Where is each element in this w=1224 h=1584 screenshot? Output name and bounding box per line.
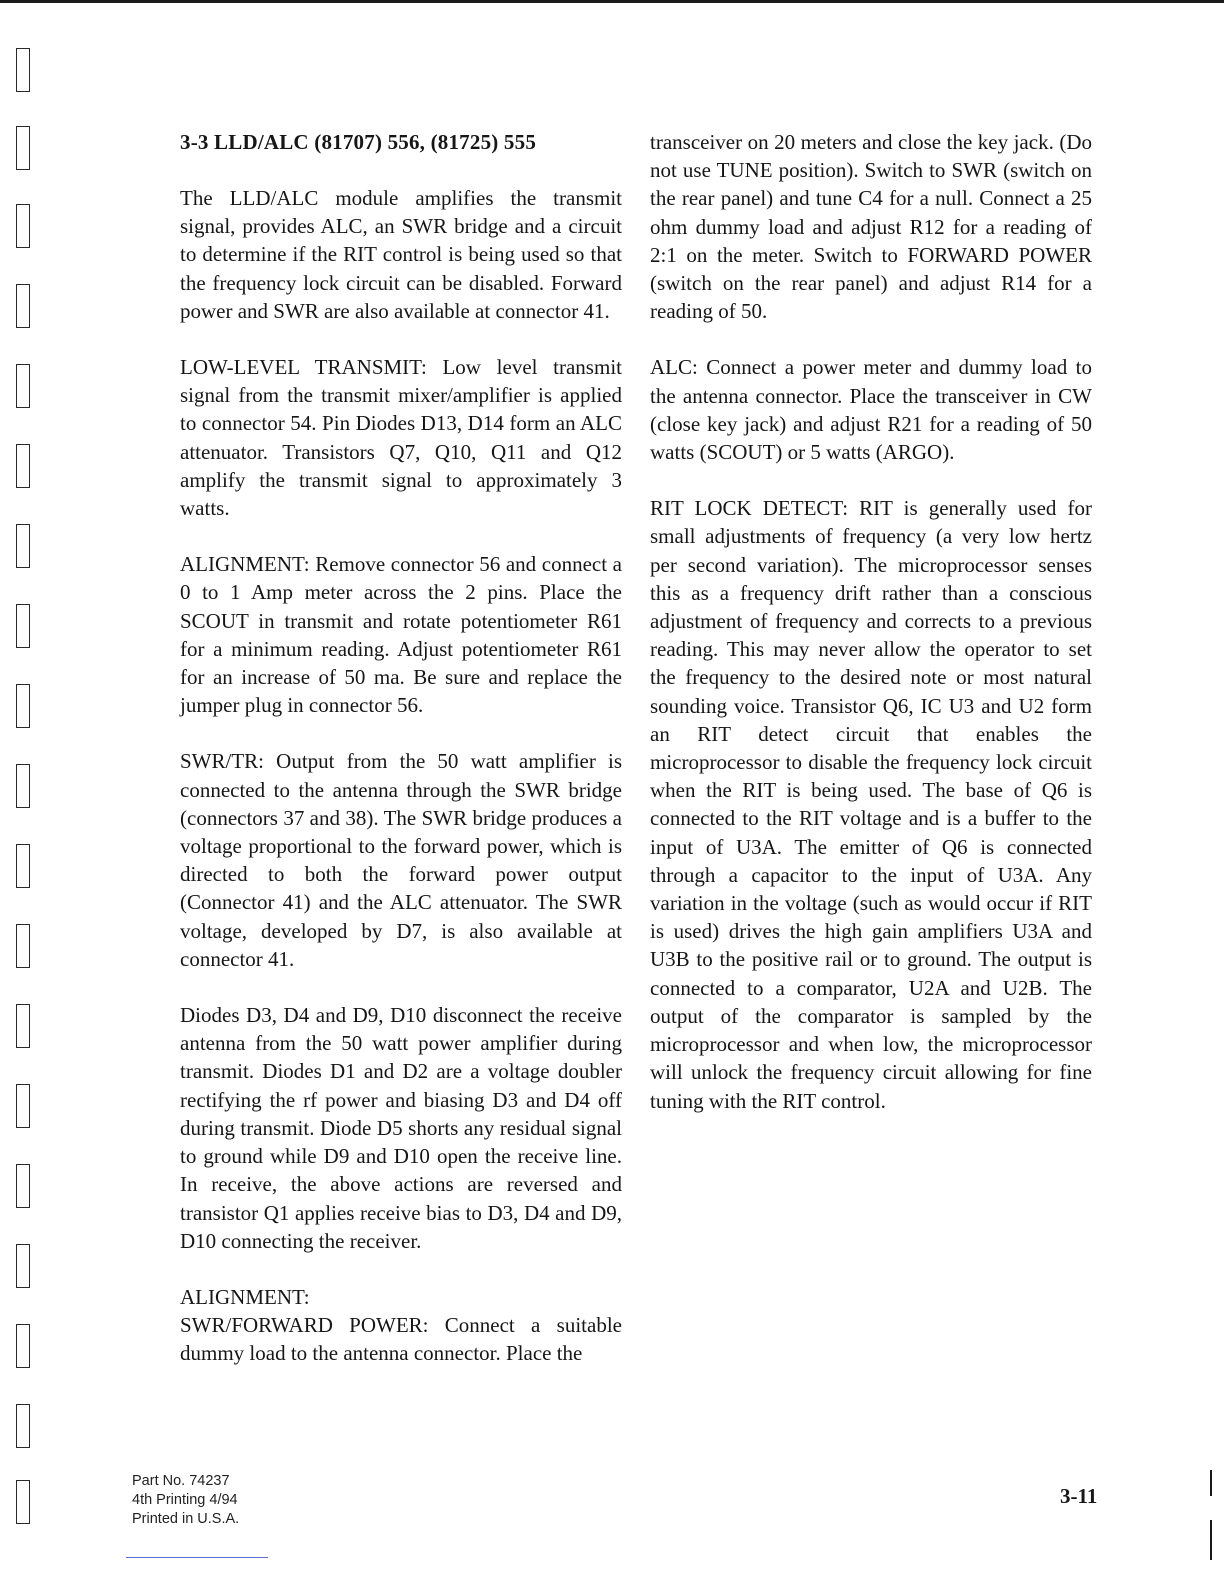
- edge-mark: [1210, 1520, 1212, 1560]
- paragraph-intro: The LLD/ALC module amplifies the transmit signal, provides ALC, an SWR bridge and a circuit to determine if the RIT control is being used so that the frequency lock circuit can be disabled. Forward power and SWR are also available at connector 41.: [180, 186, 622, 323]
- paragraph-swr-tr: SWR/TR: Output from the 50 watt amplifier is connected to the antenna through the SWR bridge (connectors 37 and 38). The SWR bridge produces a voltage proportional to the forward power, which is directed to both the forward power output (Connector 41) and the ALC attenuator. The SWR voltage, developed by D7, is also available at connector 41.: [180, 749, 622, 971]
- paragraph-swr-forward-power-cont: transceiver on 20 meters and close the key jack. (Do not use TUNE position). Switch to SWR (switch on the rear panel) and tune C4 for a null. Connect a 25 ohm dummy load and adjust R12 for a reading of 2:1 on the meter. Switch to FORWARD POWER (switch on the rear panel) and adjust R14 for a reading of 50.: [650, 130, 1092, 324]
- binder-hole: [16, 364, 30, 408]
- paragraph-alc: ALC: Connect a power meter and dummy load to the antenna connector. Place the transceiver in CW (close key jack) and adjust R21 for a reading of 50 watts (SCOUT) or 5 watts (ARGO).: [650, 355, 1092, 465]
- binder-hole: [16, 524, 30, 568]
- binder-hole: [16, 1164, 30, 1208]
- paragraph-rit-lock-detect: RIT LOCK DETECT: RIT is generally used for small adjustments of frequency (a very low hertz per second variation). The microprocessor senses this as a frequency drift rather than a conscious adjustment of frequency and corrects to a previous reading. This may never allow the operator to set the frequency to the desired note or most natural sounding voice. Transistor Q6, IC U3 and U2 form an RIT detect circuit that enables the microprocessor to disable the frequency lock circuit when the RIT is being used. The base of Q6 is connected to the RIT voltage and is a buffer to the input of U3A. The emitter of Q6 is connected through a capacitor to the input of U3A. Any variation in the voltage (such as would occur if RIT is used) drives the high gain amplifiers U3A and U3B to the positive rail or to ground. The output is connected to a comparator, U2A and U2B. The output of the comparator is sampled by the microprocessor and when low, the microprocessor will unlock the frequency circuit allowing for fine tuning with the RIT control.: [650, 496, 1092, 1113]
- binder-hole: [16, 684, 30, 728]
- footer-info: [132, 1472, 239, 1529]
- footer-printing: 4th Printing 4/94: [132, 1492, 238, 1508]
- binder-hole: [16, 844, 30, 888]
- right-column: [650, 128, 1092, 1143]
- binder-hole: [16, 1004, 30, 1048]
- footer-printed-in: Printed in U.S.A.: [132, 1511, 240, 1527]
- binder-hole: [16, 126, 30, 170]
- top-rule: [0, 0, 1224, 3]
- binder-hole: [16, 1244, 30, 1288]
- binder-hole: [16, 284, 30, 328]
- paragraph-diodes: Diodes D3, D4 and D9, D10 disconnect the receive antenna from the 50 watt power amplifier during transmit. Diodes D1 and D2 are a voltage doubler rectifying the rf power and biasing D3 and D4 off during transmit. Diode D5 shorts any residual signal to ground while D9 and D10 open the receive line. In receive, the above actions are reversed and transistor Q1 applies receive bias to D3, D4 and D9, D10 connecting the receiver.: [180, 1003, 622, 1253]
- binder-hole: [16, 604, 30, 648]
- binder-hole: [16, 1480, 30, 1524]
- paragraph-swr-forward-power: SWR/FORWARD POWER: Connect a suitable dummy load to the antenna connector. Place the: [180, 1313, 622, 1366]
- binder-hole: [16, 924, 30, 968]
- section-heading: 3-3 LLD/ALC (81707) 556, (81725) 555: [180, 130, 537, 154]
- left-column: [180, 128, 622, 1396]
- binder-hole: [16, 1404, 30, 1448]
- binder-hole: [16, 48, 30, 92]
- page-number: 3-11: [1060, 1484, 1098, 1508]
- alignment-heading: ALIGNMENT:: [180, 1284, 310, 1309]
- bottom-underline: [126, 1557, 268, 1558]
- footer-part-number: Part No. 74237: [132, 1473, 230, 1489]
- binder-hole: [16, 204, 30, 248]
- edge-mark: [1210, 1470, 1212, 1496]
- binder-hole: [16, 444, 30, 488]
- binder-hole: [16, 1084, 30, 1128]
- paragraph-low-level-transmit: LOW-LEVEL TRANSMIT: Low level transmit signal from the transmit mixer/amplifier is applied to connector 54. Pin Diodes D13, D14 form an ALC attenuator. Transistors Q7, Q10, Q11 and Q12 amplify the transmit signal to approximately 3 watts.: [180, 355, 622, 521]
- binder-hole: [16, 1324, 30, 1368]
- binder-hole: [16, 764, 30, 808]
- paragraph-alignment: ALIGNMENT: Remove connector 56 and connect a 0 to 1 Amp meter across the 2 pins. Place the SCOUT in transmit and rotate potentiometer R61 for a minimum reading. Adjust potentiometer R61 for an increase of 50 ma. Be sure and replace the jumper plug in connector 56.: [180, 552, 622, 718]
